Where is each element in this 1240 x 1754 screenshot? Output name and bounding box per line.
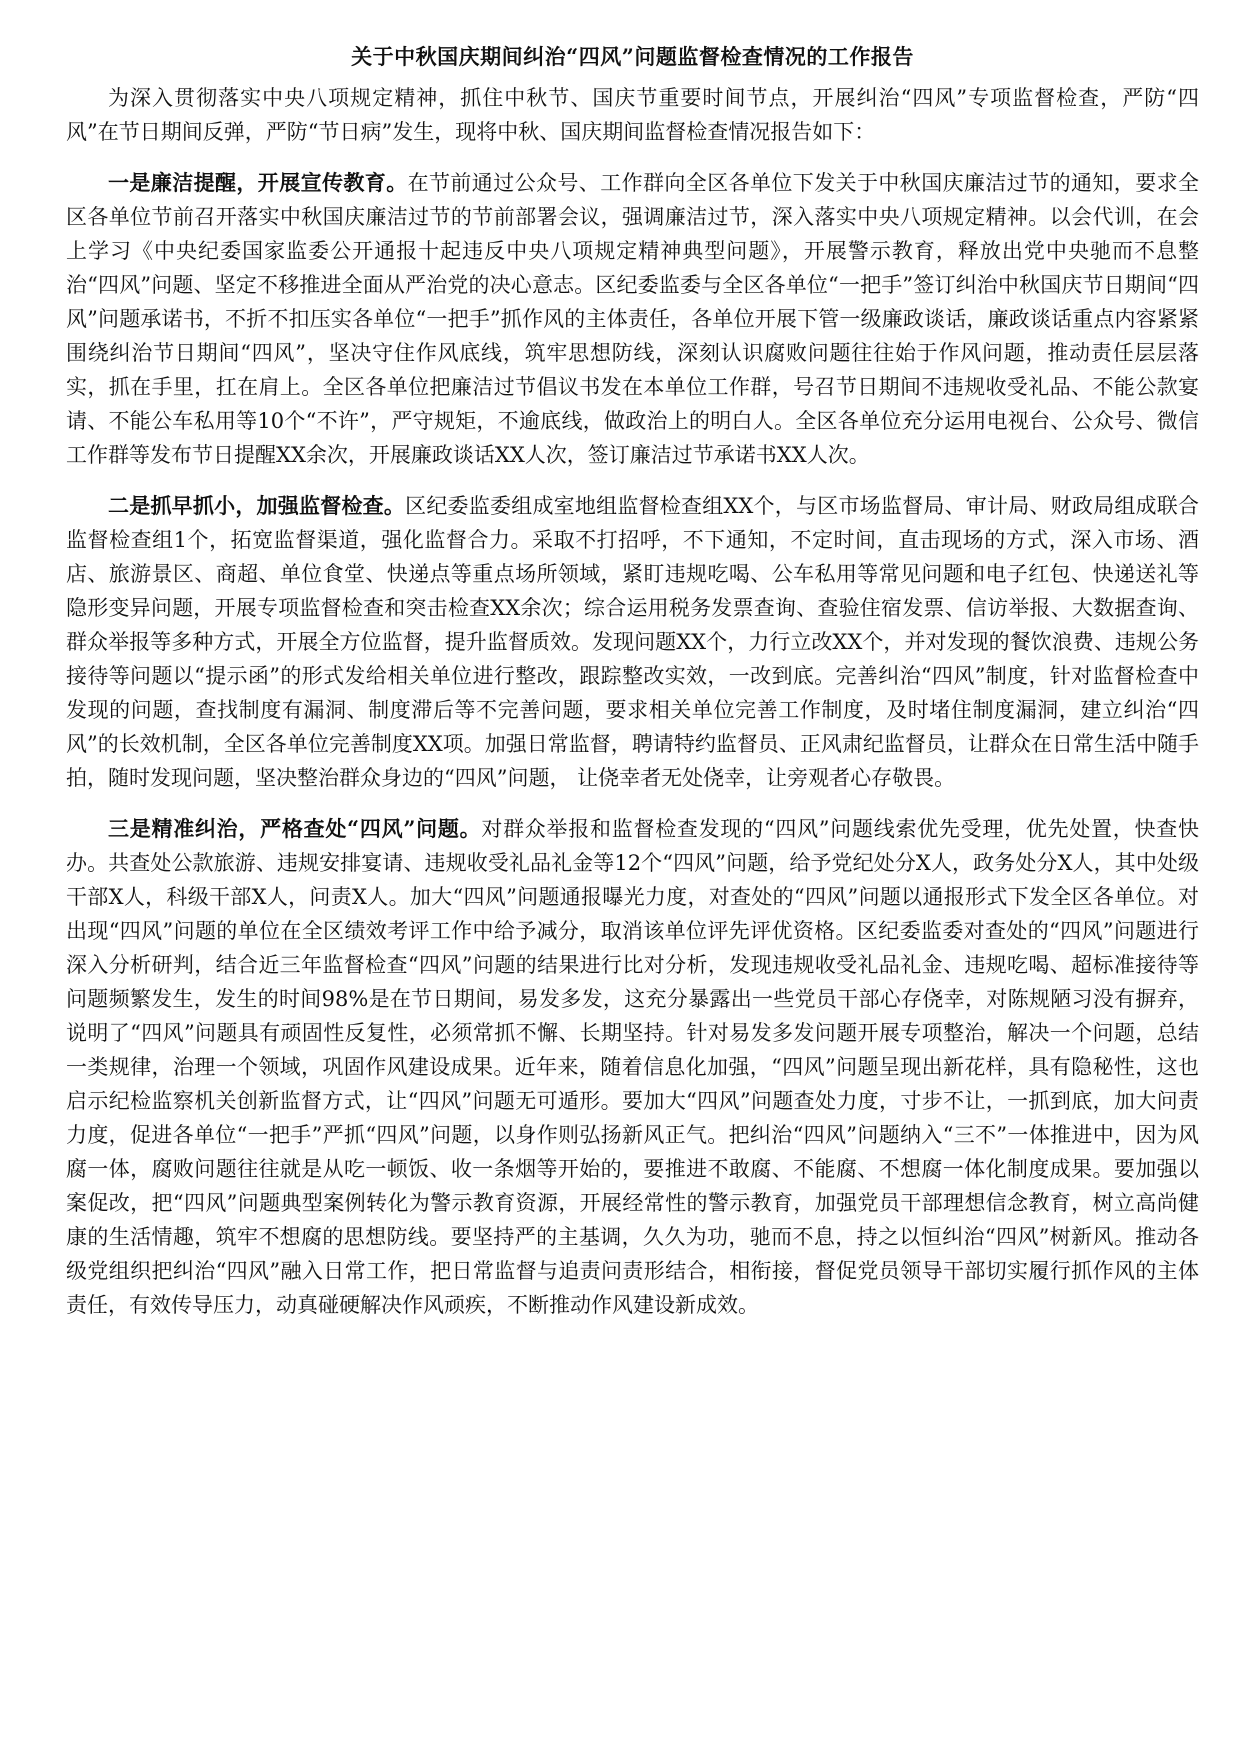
section-one-body: 在节前通过公众号、工作群向全区各单位下发关于中秋国庆廉洁过节的通知，要求全区各单位节前召开落实中秋国庆廉洁过节的节前部署会议，强调廉洁过节，深入落实中央八项规定精神。以会代训，在会上学习《中央纪委国家监委公开通报十起违反中央八项规定精神典型问题》，开展警示教育，释放出党中央驰而不息整治“四风”问题、坚定不移推进全面从严治党的决心意志。区纪委监委与全区各单位“一把手”签订纠治中秋国庆节日期间“四风”问题承诺书，不折不扣压实各单位“一把手”抓作风的主体责任，各单位开展下管一级廉政谈话，廉政谈话重点内容紧紧围绕纠治节日期间“四风”，坚决守住作风底线，筑牢思想防线，深刻认识腐败问题往往始于作风问题，推动责任层层落实，抓在手里，扛在肩上。全区各单位把廉洁过节倡议书发在本单位工作群，号召节日期间不违规收受礼品、不能公款宴请、不能公车私用等10个“不许”，严守规矩，不逾底线，做政治上的明白人。全区各单位充分运用电视台、公众号、微信工作群等发布节日提醒XX余次，开展廉政谈话XX人次，签订廉洁过节承诺书XX人次。: [66, 171, 1200, 467]
section-three-heading: 三是精准纠治，严格查处“四风”问题。: [108, 816, 482, 841]
document-title: 关于中秋国庆期间纠治“四风”问题监督检查情况的工作报告: [351, 44, 914, 69]
section-two-heading: 二是抓早抓小，加强监督检查。: [108, 493, 406, 518]
section-two-body: 区纪委监委组成室地组监督检查组XX个，与区市场监督局、审计局、财政局组成联合监督检查组1个，拓宽监督渠道，强化监督合力。采取不打招呼，不下通知，不定时间，直击现场的方式，深入市场、酒店、旅游景区、商超、单位食堂、快递点等重点场所领域，紧盯违规吃喝、公车私用等常见问题和电子红包、快递送礼等隐形变异问题，开展专项监督检查和突击检查XX余次；综合运用税务发票查询、查验住宿发票、信访举报、大数据查询、群众举报等多种方式，开展全方位监督，提升监督质效。发现问题XX个，力行立改XX个，并对发现的餐饮浪费、违规公务接待等问题以“提示函”的形式发给相关单位进行整改，跟踪整改实效，一改到底。完善纠治“四风”制度，针对监督检查中发现的问题，查找制度有漏洞、制度滞后等不完善问题，要求相关单位完善工作制度，及时堵住制度漏洞，建立纠治“四风”的长效机制，全区各单位完善制度XX项。加强日常监督，聘请特约监督员、正风肃纪监督员，让群众在日常生活中随手拍，随时发现问题，坚决整治群众身边的“四风”问题， 让侥幸者无处侥幸，让旁观者心存敬畏。: [66, 494, 1199, 790]
section-two-paragraph: [66, 489, 1199, 795]
section-one-paragraph: [66, 166, 1199, 472]
section-three-body: 对群众举报和监督检查发现的“四风”问题线索优先受理，优先处置，快查快办。共查处公款旅游、违规安排宴请、违规收受礼品礼金等12个“四风”问题，给予党纪处分X人，政务处分X人，其中处级干部X人，科级干部X人，问责X人。加大“四风”问题通报曝光力度，对查处的“四风”问题以通报形式下发全区各单位。对出现“四风”问题的单位在全区绩效考评工作中给予减分，取消该单位评先评优资格。区纪委监委对查处的“四风”问题进行深入分析研判，结合近三年监督检查“四风”问题的结果进行比对分析，发现违规收受礼品礼金、违规吃喝、超标准接待等问题频繁发生，发生的时间98%是在节日期间，易发多发，这充分暴露出一些党员干部心存侥幸，对陈规陋习没有摒弃，说明了“四风”问题具有顽固性反复性，必须常抓不懈、长期坚持。针对易发多发问题开展专项整治，解决一个问题，总结一类规律，治理一个领域，巩固作风建设成果。近年来，随着信息化加强，“四风”问题呈现出新花样，具有隐秘性，这也启示纪检监察机关创新监督方式，让“四风”问题无可遁形。要加大“四风”问题查处力度，寸步不让，一抓到底，加大问责力度，促进各单位“一把手”严抓“四风”问题，以身作则弘扬新风正气。把纠治“四风”问题纳入“三不”一体推进中，因为风腐一体，腐败问题往往就是从吃一顿饭、收一条烟等开始的，要推进不敢腐、不能腐、不想腐一体化制度成果。要加强以案促改，把“四风”问题典型案例转化为警示教育资源，开展经常性的警示教育，加强党员干部理想信念教育，树立高尚健康的生活情趣，筑牢不想腐的思想防线。要坚持严的主基调，久久为功，驰而不息，持之以恒纠治“四风”树新风。推动各级党组织把纠治“四风”融入日常工作，把日常监督与追责问责形结合，相衔接，督促党员领导干部切实履行抓作风的主体责任，有效传导压力，动真碰硬解决作风顽疾，不断推动作风建设新成效。: [66, 817, 1199, 1317]
intro-paragraph: 为深入贯彻落实中央八项规定精神，抓住中秋节、国庆节重要时间节点，开展纠治“四风”专项监督检查，严防“四风”在节日期间反弹，严防“节日病”发生，现将中秋、国庆期间监督检查情况报告如下：: [66, 86, 1199, 144]
section-three-paragraph: [66, 812, 1199, 1322]
section-one-heading: 一是廉洁提醒，开展宣传教育。: [108, 170, 408, 195]
